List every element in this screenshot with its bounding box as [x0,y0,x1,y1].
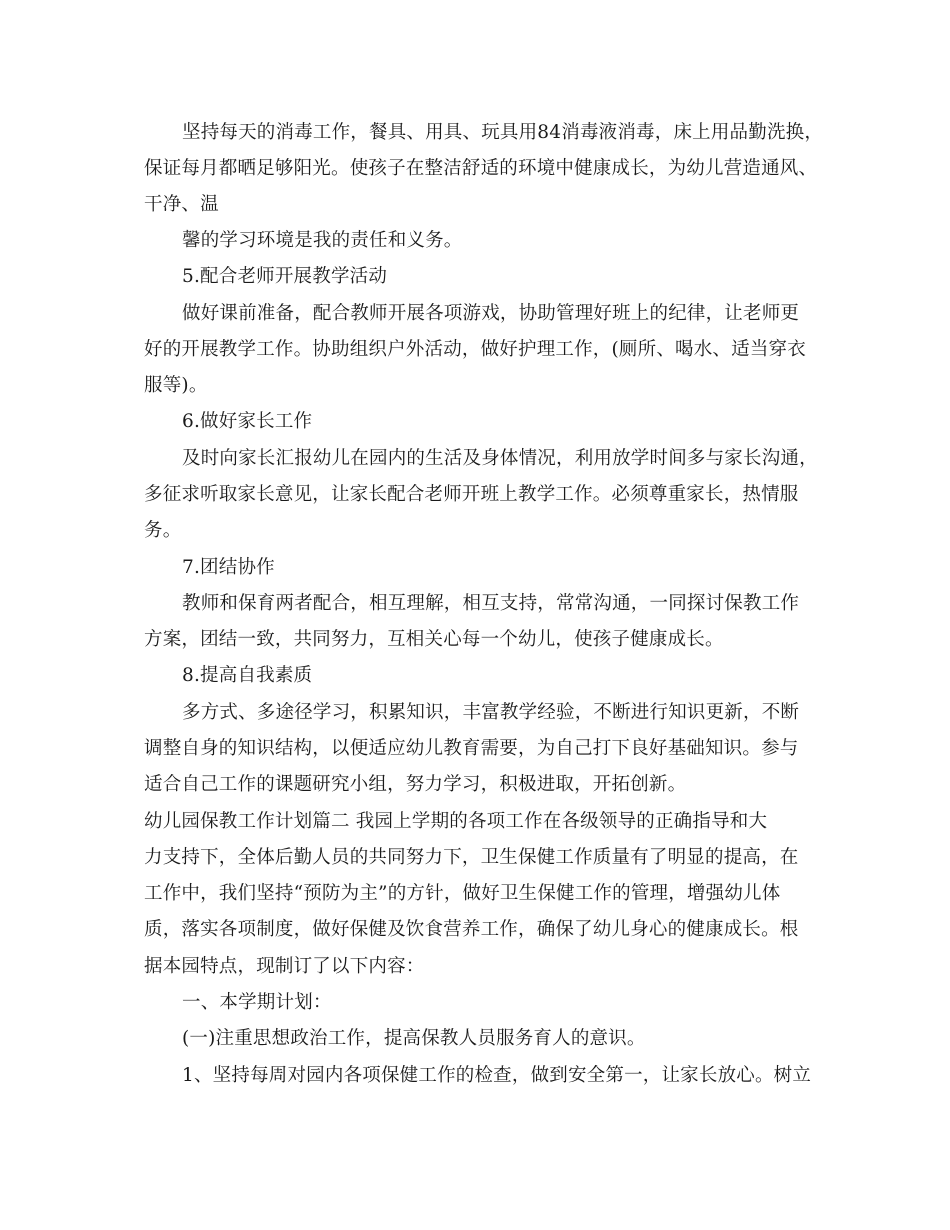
paragraph-line: 及时向家长汇报幼儿在园内的生活及身体情况，利用放学时间多与家长沟通， [182,448,818,469]
paragraph-line: 1、坚持每周对园内各项保健工作的检查，做到安全第一，让家长放心。树立 [182,1065,812,1086]
paragraph-line: 干净、温 [144,194,219,215]
paragraph-line: 服等)。 [144,375,208,396]
paragraph-line: 多方式、多途径学习，积累知识，丰富教学经验，不断进行知识更新，不断 [182,702,800,723]
paragraph-line: 调整自身的知识结构，以便适应幼儿教育需要，为自己打下良好基础知识。参与 [144,738,799,759]
paragraph-line: 工作中，我们坚持“预防为主”的方针，做好卫生保健工作的管理，增强幼儿体 [144,883,781,904]
section-heading: 一、本学期计划： [182,992,332,1013]
paragraph-line: 务。 [144,520,182,541]
paragraph-line: 方案，团结一致，共同努力，互相关心每一个幼儿，使孩子健康成长。 [144,629,724,650]
paragraph-line: 做好课前准备，配合教师开展各项游戏，协助管理好班上的纪律，让老师更 [182,303,800,324]
paragraph-line: 据本园特点，现制订了以下内容： [144,956,425,977]
paragraph-line: 质，落实各项制度，做好保健及饮食营养工作，确保了幼儿身心的健康成长。根 [144,919,799,940]
paragraph-line: 坚持每天的消毒工作，餐具、用具、玩具用84消毒液消毒，床上用品勤洗换， [182,122,824,143]
paragraph-line: 教师和保育两者配合，相互理解，相互支持，常常沟通，一同探讨保教工作 [182,593,800,614]
section-heading: 6.做好家长工作 [182,411,313,432]
paragraph-line: 适合自己工作的课题研究小组，努力学习，积极进取，开拓创新。 [144,774,687,795]
paragraph-line: 力支持下，全体后勤人员的共同努力下，卫生保健工作质量有了明显的提高，在 [144,847,799,868]
section-heading: 8.提高自我素质 [182,665,313,686]
paragraph-line: 多征求听取家长意见，让家长配合老师开班上教学工作。必须尊重家长，热情服 [144,484,799,505]
paragraph-line: 馨的学习环境是我的责任和义务。 [182,230,463,251]
paragraph-line: 保证每月都晒足够阳光。使孩子在整洁舒适的环境中健康成长，为幼儿营造通风、 [144,158,818,179]
sub-heading: (一)注重思想政治工作，提高保教人员服务育人的意识。 [182,1028,646,1049]
section-heading: 7.团结协作 [182,557,275,578]
paragraph-line: 好的开展教学工作。协助组织户外活动，做好护理工作，(厕所、喝水、适当穿衣 [144,339,806,360]
section-heading: 5.配合老师开展教学活动 [182,266,388,287]
article-title-line: 幼儿园保教工作计划篇二 我园上学期的各项工作在各级领导的正确指导和大 [144,811,768,832]
